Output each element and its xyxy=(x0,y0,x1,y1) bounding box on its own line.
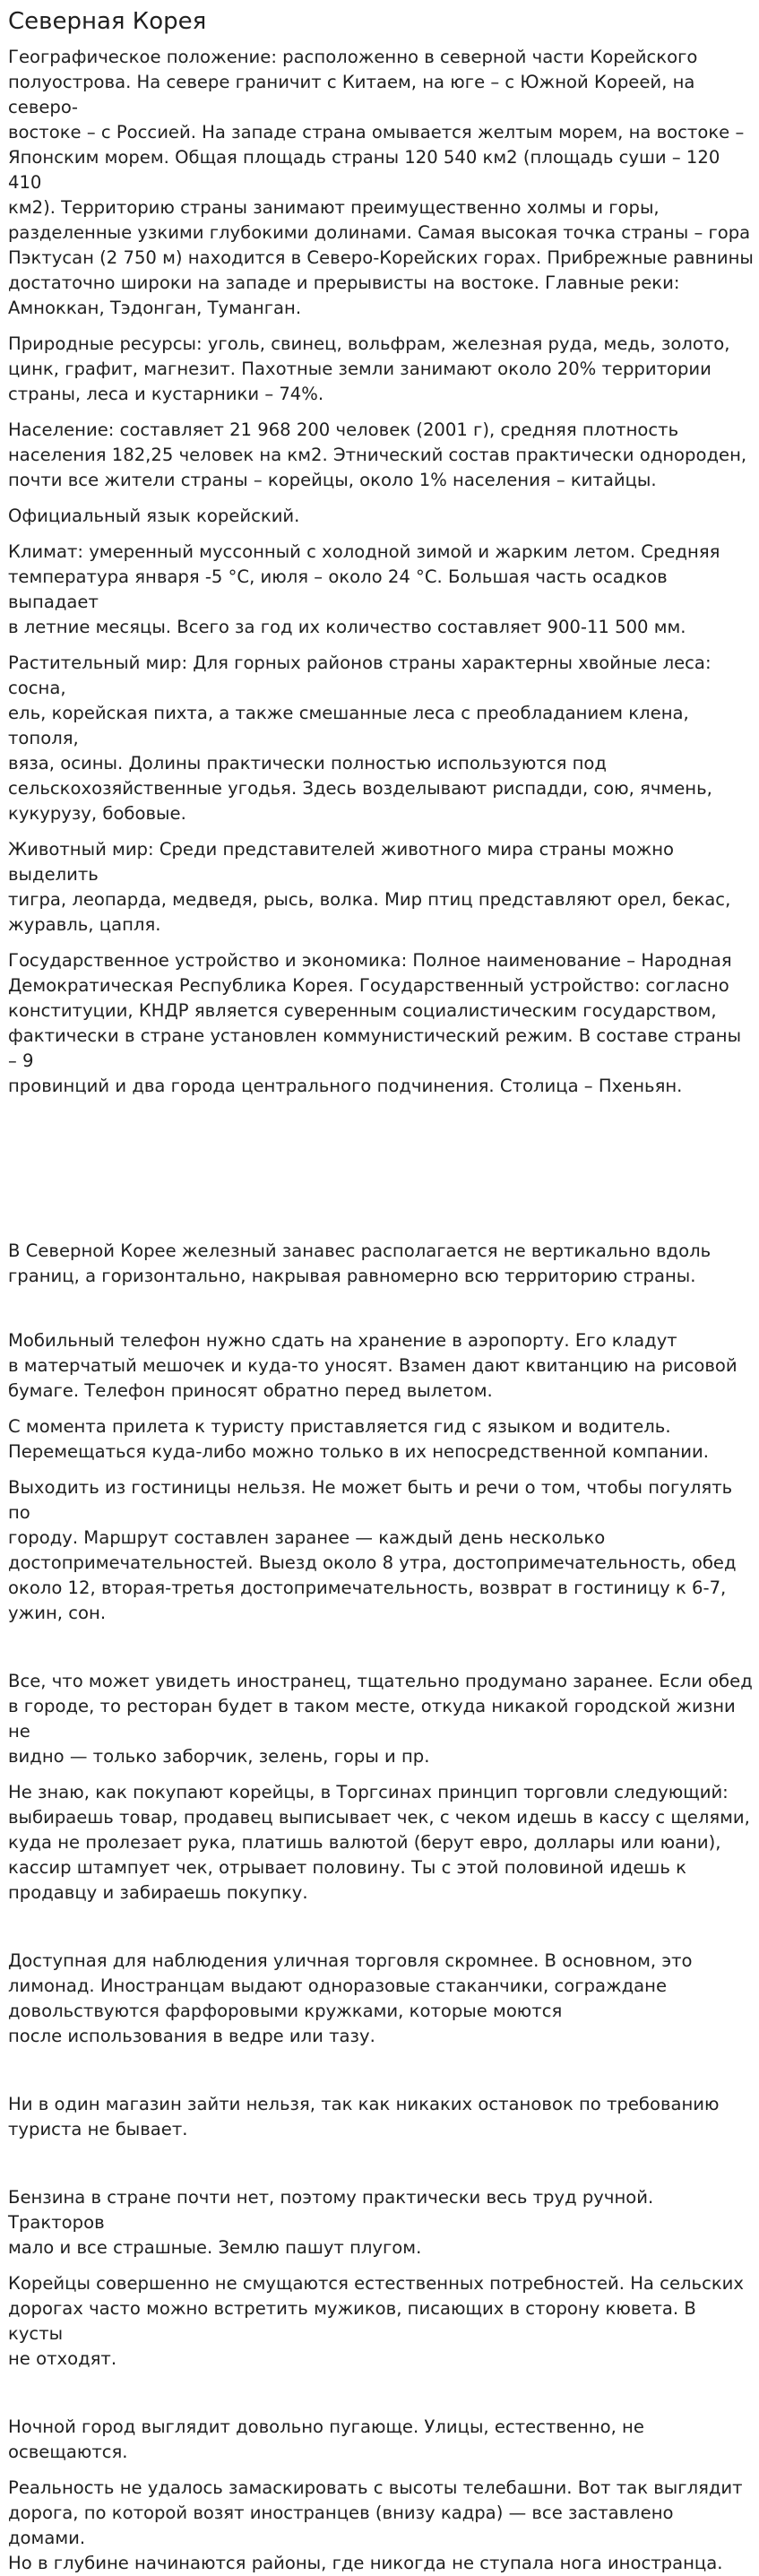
note-guide: С момента прилета к туристу приставляется гид с языком и водитель. Перемещаться куда-либо можно только в их непосредственной компании. xyxy=(8,1416,710,1462)
note-roadside: Корейцы совершенно не смущаются естественных потребностей. На сельских дорогах часто можно встретить мужиков, писающих в сторону кювета. В кусты не отходят. xyxy=(8,2273,745,2369)
note-tv-tower: Реальность не удалось замаскировать с высоты телебашни. Вот так выглядит дорога, по которой возят иностранцев (внизу кадра) — все заставлено домами. Но в глубине начинаются районы, где никогда не ступала нога иностранца. xyxy=(8,2477,743,2573)
note-planned-view: Все, что может увидеть иностранец, тщательно продумано заранее. Если обед в городе, то ресторан будет в таком месте, откуда никакой городской жизни не видно — только заборчик, зелень, горы и пр. xyxy=(8,1671,753,1767)
note-mobile-phone: Мобильный телефон нужно сдать на хранение в аэропорту. Его кладут в матерчатый мешочек и куда-то уносят. Взамен дают квитанцию на рисовой бумаге. Телефон приносят обратно перед вылетом. xyxy=(8,1330,737,1401)
note-street-trade: Доступная для наблюдения уличная торговля скромнее. В основном, это лимонад. Иностранцам выдают одноразовые стаканчики, сограждане довольствуются фарфоровыми кружками, которые моются после использования в ведре или тазу. xyxy=(8,1950,693,2046)
section-geography: Географическое положение: расположенно в северной части Корейского полуострова. На севере граничит с Китаем, на юге – с Южной Кореей, на северо- востоке – с Россией. На западе страна омывается желтым морем, на востоке – Японским морем. Общая площадь страны 120 540 км2 (площадь суши – 120 410 км2). Территорию страны занимают преимущественно холмы и горы, разделенные узкими глубокими долинами. Самая высокая точка страны – гора Пэктусан (2 750 м) находится в Северо-Корейских горах. Прибрежные равнины достаточно широки на западе и прерывисты на востоке. Главные реки: Амноккан, Тэдонган, Туманган. xyxy=(8,47,754,318)
section-government: Государственное устройство и экономика: Полное наименование – Народная Демократическая Республика Корея. Государственный устройство: согласно конституции, КНДР является суверенным социалистическим государством, фактически в стране установлен коммунистический режим. В составе страны – 9 провинций и два города центрального подчинения. Столица – Пхеньян. xyxy=(8,950,742,1096)
section-fauna: Животный мир: Среди представителей животного мира страны можно выделить тигра, леопарда, медведя, рысь, волка. Мир птиц представляют орел, бекас, журавль, цапля. xyxy=(8,839,731,935)
section-climate: Климат: умеренный муссонный с холодной зимой и жарким летом. Средняя температура января -5 °С, июля – около 24 °С. Большая часть осадков выпадает в летние месяцы. Всего за год их количество составляет 900-11 500 мм. xyxy=(8,541,720,637)
article xyxy=(8,0,754,2576)
note-no-stores: Ни в один магазин зайти нельзя, так как никаких остановок по требованию туриста не бывает. xyxy=(8,2094,720,2139)
note-gasoline: Бензина в стране почти нет, поэтому практически весь труд ручной. Тракторов мало и все страшные. Землю пашут плугом. xyxy=(8,2187,654,2258)
section-population: Население: составляет 21 968 200 человек (2001 г), средняя плотность населения 182,25 человек на км2. Этнический состав практически однороден, почти все жители страны – корейцы, около 1% населения – китайцы. xyxy=(8,419,747,490)
page-title: Северная Корея xyxy=(8,8,207,35)
note-hotel: Выходить из гостиницы нельзя. Не может быть и речи о том, чтобы погулять по городу. Маршрут составлен заранее — каждый день несколько достопримечательностей. Выезд около 8 утра, достопримечательность, обед около 12, вторая-третья достопримечательность, возврат в гостиницу к 6-7, ужин, сон. xyxy=(8,1477,737,1623)
section-resources: Природные ресурсы: уголь, свинец, вольфрам, железная руда, медь, золото, цинк, графит, магнезит. Пахотные земли занимают около 20% территории страны, леса и кустарники – 74%. xyxy=(8,333,730,404)
section-flora: Растительный мир: Для горных районов страны характерны хвойные леса: сосна, ель, корейская пихта, а также смешанные леса с преобладанием клена, тополя, вяза, осины. Долины практически полностью используются под сельскохозяйственные угодья. Здесь возделывают риспадди, сою, ячмень, кукурузу, бобовые. xyxy=(8,653,712,824)
note-iron-curtain: В Северной Корее железный занавес располагается не вертикально вдоль границ, а горизонтально, накрывая равномерно всю территорию страны. xyxy=(8,1240,712,1286)
section-language: Официальный язык корейский. xyxy=(8,506,300,526)
note-shopping: Не знаю, как покупают корейцы, в Торгсинах принцип торговли следующий: выбираешь товар, продавец выписывает чек, с чеком идешь в кассу с щелями, куда не пролезает рука, платишь валютой (берут евро, доллары или юани), кассир штампует чек, отрывает половину. Ты с этой половиной идешь к продавцу и забираешь покупку. xyxy=(8,1782,750,1903)
note-night-city: Ночной город выглядит довольно пугающе. Улицы, естественно, не освещаются. xyxy=(8,2416,644,2462)
